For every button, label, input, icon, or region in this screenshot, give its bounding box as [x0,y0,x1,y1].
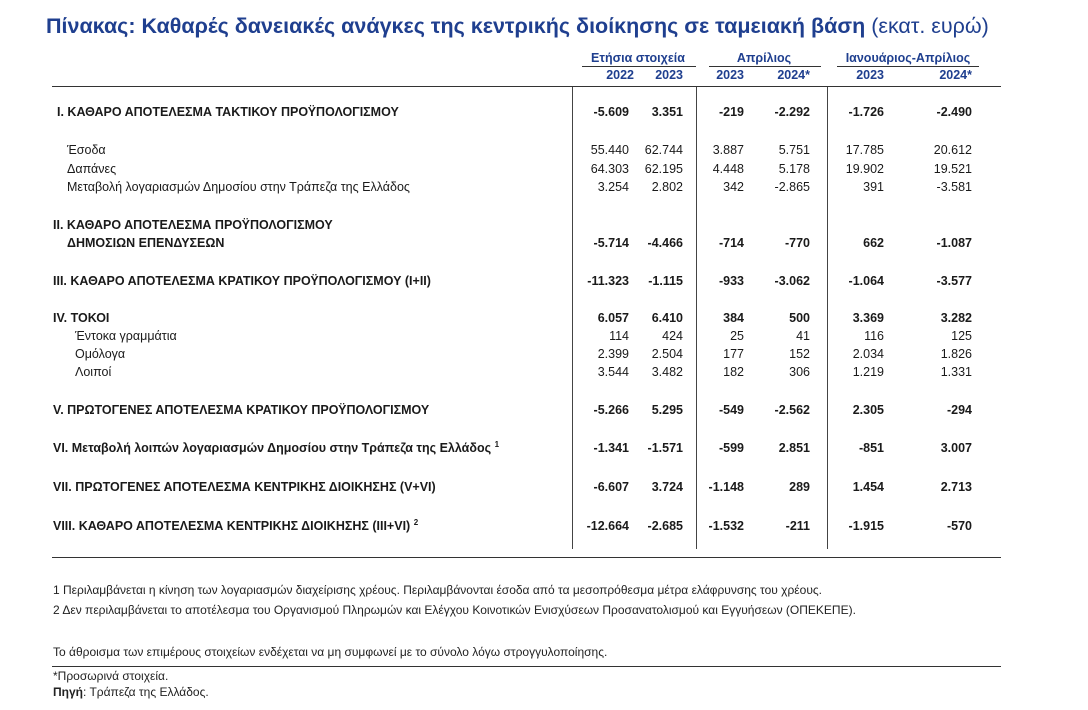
table-cell: -211 [785,519,810,533]
title-main: Πίνακας: Καθαρές δανειακές ανάγκες της κεντρικής διοίκησης σε ταμειακή βάση [46,14,866,38]
table-cell: 3.007 [940,441,972,455]
table-cell: -3.581 [936,180,972,194]
row-label-text: III. ΚΑΘΑΡΟ ΑΠΟΤΕΛΕΣΜΑ ΚΡΑΤΙΚΟΥ ΠΡΟΫΠΟΛΟΓΙΣΜΟΥ (I+II) [53,274,431,288]
header-year: 2023 [655,68,683,82]
header-group-underline [709,66,821,67]
table-cell: 19.521 [933,162,972,176]
table-cell: 177 [723,347,744,361]
row-label [67,180,410,194]
table-cell: 1.826 [940,347,972,361]
row-label-text: Λοιποί [75,365,112,379]
table-cell: 662 [863,236,884,250]
footnote-1: 1 Περιλαμβάνεται η κίνηση των λογαριασμών διαχείρισης χρέους. Περιλαμβάνονται έσοδα από τα μεσοπρόθεσμα μέτρα ελάφρυνσης του χρέους. [53,583,823,597]
row-label [67,162,116,176]
row-label-text: VI. Μεταβολή λοιπών λογαριασμών Δημοσίου στην Τράπεζα της Ελλάδος [53,441,492,455]
header-group-jan-april: Ιανουάριος-Απρίλιος [845,51,971,65]
footnote-marker: 2 [413,518,419,527]
table-cell: -2.562 [774,403,810,417]
row-label-text: IV. ΤΟΚΟΙ [53,311,110,325]
table-cell: -1.571 [647,441,683,455]
footnote-2: 2 Δεν περιλαμβάνεται το αποτέλεσμα του Οργανισμού Πληρωμών και Ελέγχου Κοινοτικών Ενισχύσεων Προσανατολισμού και Εγγυήσεων (ΟΠΕΚΕΠΕ). [53,603,856,617]
row-label [53,480,436,494]
header-year: 2023 [716,68,744,82]
header-group-underline [837,66,979,67]
table-cell: 62.744 [644,143,683,157]
table-cell: -5.266 [593,403,629,417]
table-cell: 424 [662,329,683,343]
header-group-april: Απρίλιος [736,51,792,65]
table-cell: -2.685 [647,519,683,533]
row-label [75,365,111,379]
table-row [0,403,1088,421]
table-cell: 2.713 [940,480,972,494]
table-cell: -570 [946,519,972,533]
table-cell: 125 [951,329,972,343]
table-row [0,143,1088,161]
table-cell: 3.887 [712,143,744,157]
row-label-text: VII. ΠΡΩΤΟΓΕΝΕΣ ΑΠΟΤΕΛΕΣΜΑ ΚΕΝΤΡΙΚΗΣ ΔΙΟΙΚΗΣΗΣ (V+VI) [53,480,436,494]
table-cell: -3.577 [936,274,972,288]
table-cell: 6.057 [597,311,629,325]
table-cell: 2.802 [651,180,683,194]
row-label-text: Μεταβολή λογαριασμών Δημοσίου στην Τράπεζα της Ελλάδος [67,180,410,194]
header-year: 2022 [606,68,634,82]
table-cell: 2.305 [852,403,884,417]
table-cell: 6.410 [651,311,683,325]
row-label [53,274,431,288]
table-cell: 5.178 [778,162,810,176]
row-label-text: VIII. ΚΑΘΑΡΟ ΑΠΟΤΕΛΕΣΜΑ ΚΕΝΤΡΙΚΗΣ ΔΙΟΙΚΗΣΗΣ (III+VI) [53,519,411,533]
row-label [67,143,106,157]
table-cell: 19.902 [845,162,884,176]
table-cell: -1.087 [936,236,972,250]
table-cell: 152 [789,347,810,361]
table-cell: 3.482 [651,365,683,379]
table-cell: 64.303 [590,162,629,176]
table-cell: -5.609 [593,105,629,119]
table-cell: -714 [718,236,744,250]
header-year: 2024* [777,68,810,82]
table-cell: 500 [789,311,810,325]
table-cell: 182 [723,365,744,379]
table-cell: -6.607 [593,480,629,494]
table-cell: 62.195 [644,162,683,176]
row-label-text: Ομόλογα [75,347,126,361]
table-cell: -2.292 [774,105,810,119]
row-label [53,519,418,533]
table-cell: -1.915 [848,519,884,533]
table-cell: -1.726 [848,105,884,119]
row-label [75,329,177,343]
table-row [0,105,1088,123]
table-cell: -2.490 [936,105,972,119]
table-row [0,519,1088,537]
table-cell: 2.504 [651,347,683,361]
row-label-text: Δαπάνες [67,162,117,176]
table-cell: -1.148 [708,480,744,494]
source-text: : Τράπεζα της Ελλάδος. [83,685,209,699]
table-cell: 342 [723,180,744,194]
source-label: Πηγή [53,685,83,699]
table-cell: 5.295 [651,403,683,417]
table-cell: 2.034 [852,347,884,361]
table-cell: -5.714 [593,236,629,250]
table-row [0,441,1088,459]
header-group-annual: Ετήσια στοιχεία [591,51,685,65]
table-row [0,347,1088,365]
table-cell: 116 [864,329,884,343]
table-cell: -2.865 [774,180,810,194]
table-cell: -770 [784,236,810,250]
table-cell: 55.440 [590,143,629,157]
table-row [0,311,1088,329]
table-cell: -294 [946,403,972,417]
header-rule [52,86,1001,87]
table-cell: -599 [718,441,744,455]
header-group-underline [582,66,696,67]
table-cell: 3.369 [852,311,884,325]
row-label [53,403,429,417]
table-cell: 41 [796,329,810,343]
row-label [53,311,109,325]
table-row [0,162,1088,180]
table-cell: 4.448 [712,162,744,176]
table-cell: 289 [789,480,810,494]
table-cell: 114 [609,329,629,343]
table-cell: -4.466 [647,236,683,250]
page-title [46,14,989,39]
table-cell: 3.724 [651,480,683,494]
table-row [0,274,1088,292]
table-cell: -549 [718,403,744,417]
table-cell: 384 [723,311,744,325]
row-label [57,105,399,119]
row-label-text: V. ΠΡΩΤΟΓΕΝΕΣ ΑΠΟΤΕΛΕΣΜΑ ΚΡΑΤΙΚΟΥ ΠΡΟΫΠΟΛΟΓΙΣΜΟΥ [53,403,430,417]
table-cell: 17.785 [845,143,884,157]
table-cell: 25 [730,329,744,343]
table-cell: 3.282 [940,311,972,325]
table-cell: -1.064 [848,274,884,288]
table-cell: -1.341 [593,441,629,455]
table-row [0,236,1088,254]
footnote-marker: 1 [494,440,500,449]
row-label-text: II. ΚΑΘΑΡΟ ΑΠΟΤΕΛΕΣΜΑ ΠΡΟΫΠΟΛΟΓΙΣΜΟΥ [53,218,333,232]
table-cell: 5.751 [778,143,810,157]
table-cell: -1.532 [708,519,744,533]
table-cell: 1.331 [940,365,972,379]
source-note [53,685,209,699]
table-cell: -851 [858,441,884,455]
table-cell: 20.612 [933,143,972,157]
table-cell: -1.115 [648,274,683,288]
header-year: 2024* [939,68,972,82]
table-cell: -219 [718,105,744,119]
table-cell: 2.851 [778,441,810,455]
table-row [0,180,1088,198]
table-cell: 306 [789,365,810,379]
table-cell: -3.062 [774,274,810,288]
header-year: 2023 [856,68,884,82]
row-label [53,441,499,455]
table-cell: 3.254 [597,180,629,194]
table-bottom-rule [52,557,1001,558]
row-label [75,347,125,361]
notes-rule [52,666,1001,667]
row-label-text: Έσοδα [67,143,106,157]
title-unit: (εκατ. ευρώ) [871,14,989,38]
row-label-text: ΔΗΜΟΣΙΩΝ ΕΠΕΝΔΥΣΕΩΝ [67,236,225,250]
table-cell: 3.544 [597,365,629,379]
table-cell: -933 [718,274,744,288]
table-cell: -11.323 [587,274,629,288]
rounding-note: Το άθροισμα των επιμέρους στοιχείων ενδέχεται να μη συμφωνεί με το σύνολο λόγω στρογγυλοποίησης. [53,645,608,659]
row-label-text: I. ΚΑΘΑΡΟ ΑΠΟΤΕΛΕΣΜΑ ΤΑΚΤΙΚΟΥ ΠΡΟΫΠΟΛΟΓΙΣΜΟΥ [57,105,399,119]
row-label-text: Έντοκα γραμμάτια [75,329,177,343]
table-cell: 391 [863,180,884,194]
table-row [0,365,1088,383]
table-cell: -12.664 [586,519,629,533]
table-row [0,329,1088,347]
table-cell: 1.454 [852,480,884,494]
table-row [0,218,1088,236]
table-cell: 3.351 [651,105,683,119]
table-row [0,480,1088,498]
table-cell: 1.219 [852,365,884,379]
provisional-note: *Προσωρινά στοιχεία. [53,669,169,683]
table-cell: 2.399 [597,347,629,361]
row-label [53,218,333,232]
row-label [67,236,224,250]
